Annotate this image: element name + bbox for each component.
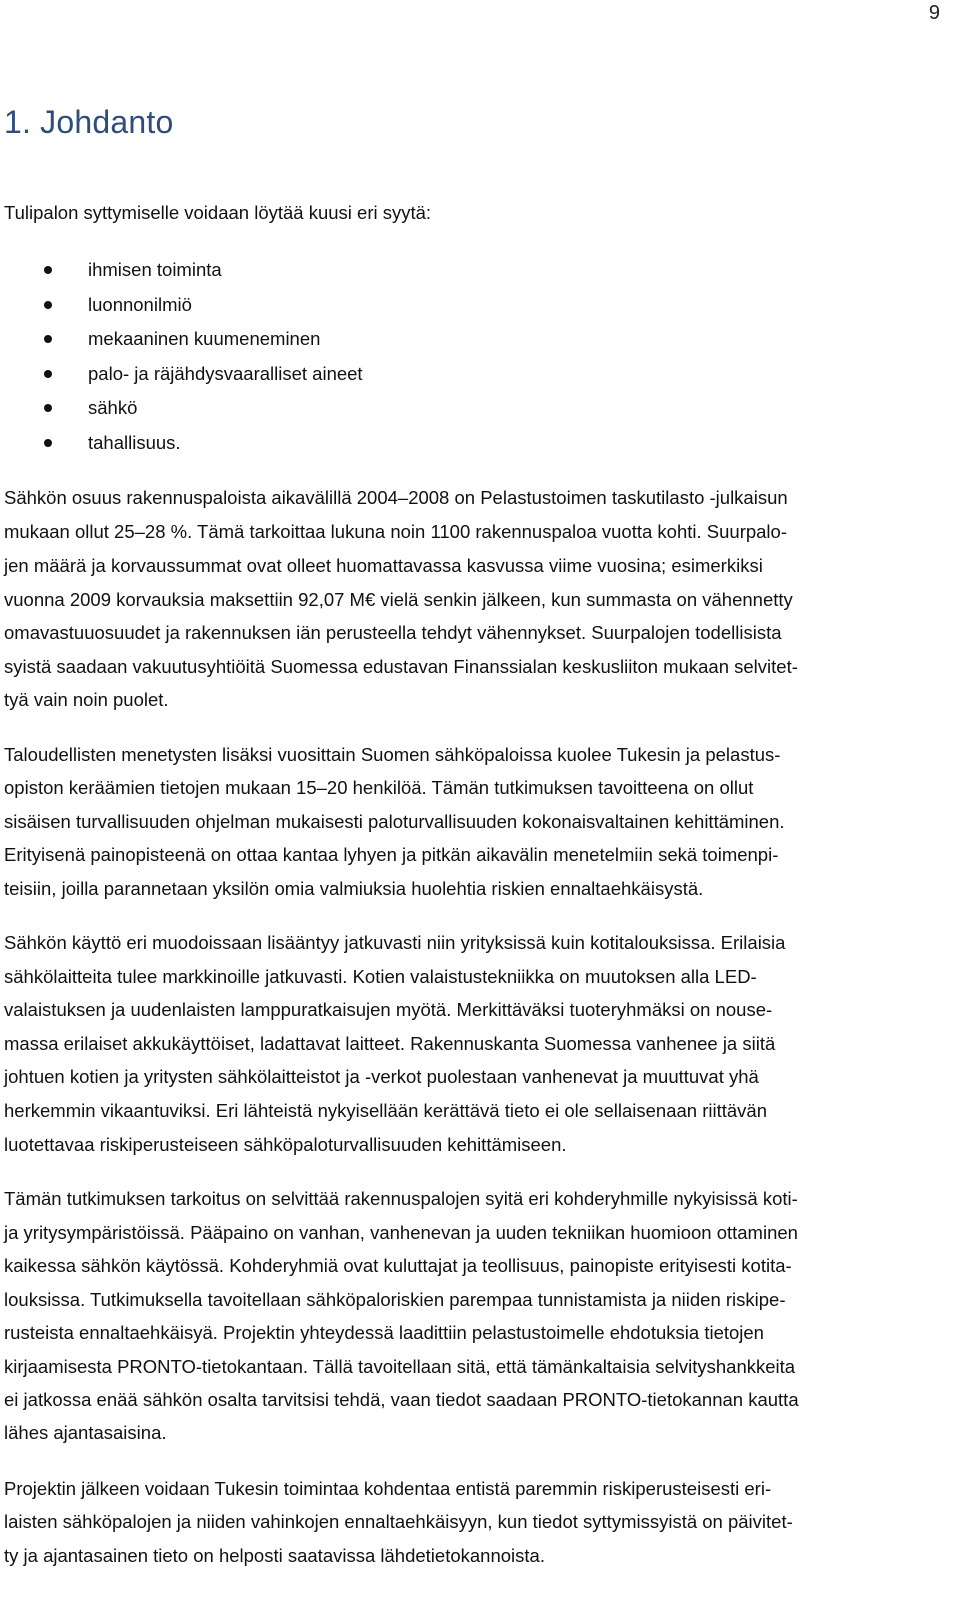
text-line: Taloudellisten menetysten lisäksi vuosittain Suomen sähköpaloissa kuolee Tukesin ja pelastus- [4,744,781,765]
text-line: kirjaamisesta PRONTO-tietokantaan. Tällä tavoitellaan sitä, että tämänkaltaisia selvityshankkeita [4,1356,796,1377]
text-line: ei jatkossa enää sähkön osalta tarvitsisi tehdä, vaan tiedot saadaan PRONTO-tietokannan kautta [4,1389,799,1410]
list-item-text: sähkö [88,397,138,419]
text-line: sisäisen turvallisuuden ohjelman mukaisesti paloturvallisuuden kokonaisvaltainen kehittäminen. [4,811,785,832]
bullet-icon [44,335,52,343]
text-line: ja yritysympäristöissä. Pääpaino on vanhan, vanhenevan ja uuden tekniikan huomioon ottaminen [4,1222,798,1243]
text-line: Projektin jälkeen voidaan Tukesin toimintaa kohdentaa entistä paremmin riskiperusteisesti eri- [4,1478,772,1499]
text-line: mukaan ollut 25–28 %. Tämä tarkoittaa lukuna noin 1100 rakennuspaloa vuotta kohti. Suurpalo- [4,521,787,542]
intro-text: Tulipalon syttymiselle voidaan löytää kuusi eri syytä: [4,202,432,223]
text-line: omavastuuosuudet ja rakennuksen iän perusteella tehdyt vähennykset. Suurpalojen todellisista [4,622,782,643]
text-line: syistä saadaan vakuutusyhtiöitä Suomessa edustavan Finanssialan keskusliiton mukaan selvitet- [4,656,798,677]
text-line: louksissa. Tutkimuksella tavoitellaan sähköpaloriskien parempaa tunnistamista ja niiden riskipe- [4,1289,786,1310]
bullet-icon [44,266,52,274]
text-line: Sähkön osuus rakennuspaloista aikavälillä 2004–2008 on Pelastustoimen taskutilasto -julkaisun [4,487,788,508]
text-line: opiston keräämien tietojen mukaan 15–20 henkilöä. Tämän tutkimuksen tavoitteena on ollut [4,777,754,798]
text-line: Erityisenä painopisteenä on ottaa kantaa lyhyen ja pitkän aikavälin menetelmiin sekä toimenpi- [4,844,779,865]
text-line: sähkölaitteita tulee markkinoille jatkuvasti. Kotien valaistustekniikka on muutoksen alla LED- [4,966,757,987]
list-item-text: mekaaninen kuumeneminen [88,328,321,350]
page-title: 1. Johdanto [4,104,174,140]
page-number: 9 [928,2,940,24]
list-item-text: tahallisuus. [88,431,181,453]
text-line: luotettavaa riskiperusteiseen sähköpaloturvallisuuden kehittämiseen. [4,1134,567,1155]
text-line: jen määrä ja korvaussummat ovat olleet huomattavassa kasvussa viime vuosina; esimerkiksi [4,555,763,576]
text-line: rusteista ennaltaehkäisyä. Projektin yhteydessä laadittiin pelastustoimelle ehdotuksia tietojen [4,1322,764,1343]
bullet-icon [44,370,52,378]
text-line: teisiin, joilla parannetaan yksilön omia valmiuksia huolehtia riskien ennaltaehkäisystä. [4,878,704,899]
bullet-icon [44,439,52,447]
text-line: lähes ajantasaisina. [4,1422,167,1443]
text-line: Sähkön käyttö eri muodoissaan lisääntyy jatkuvasti niin yrityksissä kuin kotitalouksissa. Erilaisia [4,932,786,953]
text-line: kaikessa sähkön käytössä. Kohderyhmiä ovat kuluttajat ja teollisuus, painopiste erityisesti kotita- [4,1255,792,1276]
text-line: vuonna 2009 korvauksia maksettiin 92,07 M€ vielä senkin jälkeen, kun summasta on vähennetty [4,589,793,610]
text-line: laisten sähköpalojen ja niiden vahinkojen ennaltaehkäisyyn, kun tiedot syttymissyistä on päivitet- [4,1511,793,1532]
text-line: massa erilaiset akkukäyttöiset, ladattavat laitteet. Rakennuskanta Suomessa vanhenee ja siitä [4,1033,776,1054]
text-line: tyä vain noin puolet. [4,689,169,710]
text-line: johtuen kotien ja yritysten sähkölaitteistot ja -verkot puolestaan vanhenevat ja muuttuvat yhä [4,1066,759,1087]
bullet-icon [44,301,52,309]
text-line: valaistuksen ja uudenlaisten lamppuratkaisujen myötä. Merkittäväksi tuoteryhmäksi on nouse- [4,999,773,1020]
text-line: ty ja ajantasainen tieto on helposti saatavissa lähdetietokannoista. [4,1545,545,1566]
list-item-text: ihmisen toiminta [88,259,222,280]
bullet-icon [44,404,52,412]
text-line: Tämän tutkimuksen tarkoitus on selvittää rakennuspalojen syitä eri kohderyhmille nykyisissä koti- [4,1188,798,1209]
list-item-text: luonnonilmiö [88,293,192,315]
text-line: herkemmin vikaantuviksi. Eri lähteistä nykyisellään kerättävä tieto ei ole sellaisenaan riittävän [4,1100,767,1121]
list-item-text: palo- ja räjähdysvaaralliset aineet [88,362,363,384]
